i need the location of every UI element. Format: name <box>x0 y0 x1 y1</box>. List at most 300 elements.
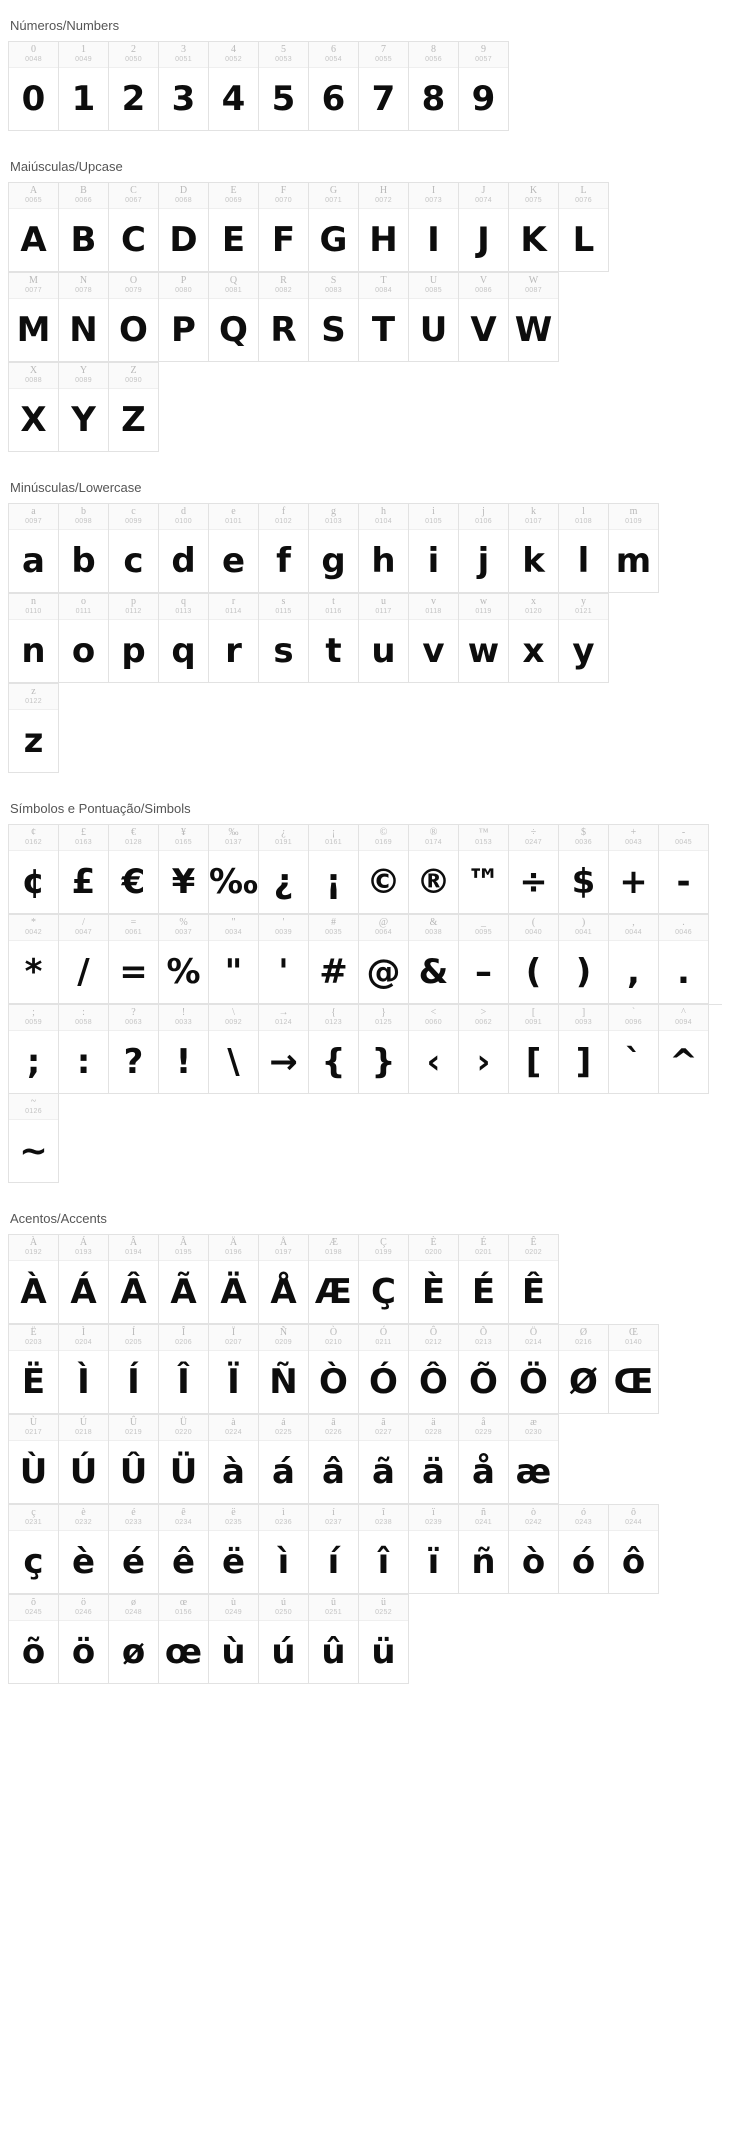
glyph-cell[interactable] <box>309 273 359 362</box>
glyph-cell[interactable] <box>309 1325 359 1414</box>
glyph-code-label: 0106 <box>475 518 492 525</box>
glyph-code-label: 0089 <box>75 377 92 384</box>
glyph-code-label: 0230 <box>525 1429 542 1436</box>
glyph-cell[interactable] <box>509 1415 559 1504</box>
glyph-character-label: ~ <box>30 1096 37 1107</box>
glyph-cell[interactable] <box>509 1005 559 1094</box>
glyph-cell[interactable] <box>9 363 59 452</box>
glyph-cell[interactable] <box>359 1415 409 1504</box>
glyph-preview: å <box>472 1452 495 1492</box>
glyph-cell[interactable] <box>109 42 159 131</box>
glyph-cell[interactable] <box>109 594 159 683</box>
glyph-cell-header <box>459 504 508 530</box>
glyph-preview: – <box>475 952 492 992</box>
glyph-character-label: \ <box>232 1007 235 1018</box>
glyph-character-label: 6 <box>331 44 336 55</box>
glyph-character-label: ] <box>581 1007 586 1018</box>
glyph-character-label: - <box>681 827 686 838</box>
glyph-cell[interactable] <box>509 1505 559 1594</box>
glyph-cell-header <box>309 1235 358 1261</box>
glyph-cell[interactable] <box>559 183 609 272</box>
glyph-cell[interactable] <box>259 1235 309 1324</box>
glyph-cell[interactable] <box>109 504 159 593</box>
glyph-cell[interactable] <box>59 504 109 593</box>
glyph-cell[interactable] <box>509 1325 559 1414</box>
glyph-cell[interactable] <box>409 1325 459 1414</box>
glyph-character-label: z <box>31 686 36 697</box>
glyph-cell-header <box>409 1415 458 1441</box>
glyph-cell[interactable] <box>509 594 559 683</box>
glyph-code-label: 0228 <box>425 1429 442 1436</box>
glyph-code-label: 0114 <box>225 608 242 615</box>
glyph-character-label: ¡ <box>331 827 336 838</box>
glyph-cell[interactable] <box>59 1005 109 1094</box>
glyph-cell[interactable] <box>309 1595 359 1684</box>
glyph-cell[interactable] <box>259 1005 309 1094</box>
glyph-cell[interactable] <box>409 1415 459 1504</box>
glyph-cell[interactable] <box>9 825 59 914</box>
glyph-preview: h <box>371 541 396 581</box>
glyph-cell[interactable] <box>409 183 459 272</box>
glyph-cell[interactable] <box>409 1235 459 1324</box>
glyph-code-label: 0229 <box>475 1429 492 1436</box>
section-title: Maiúsculas/Upcase <box>10 159 123 174</box>
glyph-preview: 6 <box>321 79 346 119</box>
glyph-cell[interactable] <box>309 825 359 914</box>
glyph-cell[interactable] <box>9 1094 59 1183</box>
glyph-preview: , <box>627 952 640 992</box>
section-spacer <box>8 773 722 783</box>
glyph-cell[interactable] <box>9 1595 59 1684</box>
glyph-cell[interactable] <box>659 915 709 1004</box>
glyph-cell[interactable] <box>259 915 309 1004</box>
glyph-cell[interactable] <box>609 504 659 593</box>
glyph-cell[interactable] <box>609 1005 659 1094</box>
glyph-character-label: K <box>529 185 538 196</box>
glyph-cell[interactable] <box>459 183 509 272</box>
glyph-cell-header <box>209 1005 258 1031</box>
glyph-character-label: œ <box>179 1597 188 1608</box>
glyph-cell[interactable] <box>9 504 59 593</box>
glyph-preview: # <box>319 952 348 992</box>
glyph-character-label: Ç <box>380 1237 387 1248</box>
glyph-cell-header <box>109 183 158 209</box>
glyph-preview: ‰ <box>209 862 258 902</box>
glyph-preview: ü <box>371 1632 396 1672</box>
glyph-cell[interactable] <box>109 1415 159 1504</box>
glyph-cell[interactable] <box>459 1325 509 1414</box>
glyph-cell[interactable] <box>59 825 109 914</box>
glyph-cell[interactable] <box>209 1505 259 1594</box>
glyph-cell[interactable] <box>559 1325 609 1414</box>
glyph-cell[interactable] <box>9 273 59 362</box>
glyph-cell[interactable] <box>9 594 59 683</box>
glyph-preview: ~ <box>19 1131 48 1171</box>
glyph-cell[interactable] <box>159 1005 209 1094</box>
glyph-cell[interactable] <box>359 1235 409 1324</box>
glyph-cell[interactable] <box>259 183 309 272</box>
glyph-code-label: 0153 <box>475 839 492 846</box>
glyph-cell[interactable] <box>309 504 359 593</box>
glyph-cell[interactable] <box>109 1325 159 1414</box>
glyph-cell[interactable] <box>609 915 659 1004</box>
glyph-row <box>8 683 59 773</box>
glyph-row <box>8 41 509 131</box>
glyph-cell-header <box>309 1415 358 1441</box>
glyph-cell-header <box>509 1235 558 1261</box>
glyph-character-label: ÷ <box>530 827 537 838</box>
glyph-cell[interactable] <box>459 504 509 593</box>
glyph-cell[interactable] <box>9 1505 59 1594</box>
glyph-code-label: 0090 <box>125 377 142 384</box>
glyph-character-label: t <box>332 596 335 607</box>
glyph-cell[interactable] <box>259 504 309 593</box>
glyph-cell[interactable] <box>409 825 459 914</box>
glyph-cell[interactable] <box>359 1505 409 1594</box>
glyph-code-label: 0199 <box>375 1249 392 1256</box>
glyph-cell[interactable] <box>409 915 459 1004</box>
glyph-cell[interactable] <box>159 1595 209 1684</box>
glyph-preview: ô <box>621 1542 646 1582</box>
glyph-cell[interactable] <box>109 273 159 362</box>
glyph-cell[interactable] <box>59 1415 109 1504</box>
glyph-character-label: È <box>430 1237 437 1248</box>
glyph-cell[interactable] <box>409 42 459 131</box>
glyph-cell-header <box>209 42 258 68</box>
glyph-preview: Æ <box>315 1272 352 1312</box>
glyph-code-label: 0243 <box>575 1519 592 1526</box>
glyph-cell[interactable] <box>109 1595 159 1684</box>
glyph-cell[interactable] <box>459 825 509 914</box>
glyph-cell-header <box>559 1325 608 1351</box>
glyph-cell[interactable] <box>209 594 259 683</box>
glyph-preview: Ã <box>170 1272 197 1312</box>
glyph-cell-header <box>209 1415 258 1441</box>
glyph-cell[interactable] <box>359 273 409 362</box>
glyph-cell[interactable] <box>459 1505 509 1594</box>
glyph-code-label: 0096 <box>625 1019 642 1026</box>
glyph-character-label: ç <box>31 1507 36 1518</box>
glyph-cell[interactable] <box>409 273 459 362</box>
glyph-cell-header <box>409 42 458 68</box>
glyph-cell-header <box>459 183 508 209</box>
glyph-cell[interactable] <box>209 183 259 272</box>
glyph-code-label: 0057 <box>475 56 492 63</box>
glyph-cell[interactable] <box>459 915 509 1004</box>
glyph-preview: o <box>71 631 96 671</box>
glyph-cell-header <box>259 1005 308 1031</box>
glyph-cell[interactable] <box>259 825 309 914</box>
glyph-character-label: Ì <box>81 1327 86 1338</box>
glyph-preview: : <box>76 1042 91 1082</box>
glyph-cell-header <box>359 1325 408 1351</box>
glyph-cell[interactable] <box>509 825 559 914</box>
glyph-cell[interactable] <box>309 1415 359 1504</box>
glyph-cell[interactable] <box>309 1005 359 1094</box>
glyph-code-label: 0202 <box>525 1249 542 1256</box>
glyph-cell[interactable] <box>359 42 409 131</box>
glyph-code-label: 0068 <box>175 197 192 204</box>
glyph-cell-header <box>259 1235 308 1261</box>
glyph-cell[interactable] <box>509 504 559 593</box>
glyph-code-label: 0083 <box>325 287 342 294</box>
glyph-preview: Ç <box>371 1272 396 1312</box>
glyph-preview: H <box>369 220 398 260</box>
glyph-cell-header <box>209 1235 258 1261</box>
glyph-cell[interactable] <box>559 825 609 914</box>
glyph-code-label: 0163 <box>75 839 92 846</box>
glyph-cell[interactable] <box>159 1505 209 1594</box>
glyph-cell[interactable] <box>9 1235 59 1324</box>
glyph-cell[interactable] <box>159 1235 209 1324</box>
glyph-cell[interactable] <box>9 183 59 272</box>
glyph-code-label: 0044 <box>625 929 642 936</box>
glyph-cell-header <box>359 1005 408 1031</box>
glyph-cell[interactable] <box>409 1005 459 1094</box>
glyph-cell[interactable] <box>209 1235 259 1324</box>
glyph-cell[interactable] <box>59 594 109 683</box>
glyph-cell-header <box>559 183 608 209</box>
glyph-cell[interactable] <box>359 504 409 593</box>
glyph-cell[interactable] <box>159 273 209 362</box>
glyph-cell[interactable] <box>59 363 109 452</box>
glyph-cell[interactable] <box>359 594 409 683</box>
glyph-cell[interactable] <box>259 42 309 131</box>
glyph-cell[interactable] <box>59 1325 109 1414</box>
glyph-character-label: û <box>331 1597 336 1608</box>
glyph-cell[interactable] <box>259 1415 309 1504</box>
glyph-cell[interactable] <box>59 183 109 272</box>
glyph-cell-header <box>309 273 358 299</box>
glyph-cell[interactable] <box>559 504 609 593</box>
glyph-row <box>8 182 609 272</box>
glyph-cell[interactable] <box>359 1325 409 1414</box>
glyph-cell[interactable] <box>209 1415 259 1504</box>
glyph-character-label: ø <box>131 1597 136 1608</box>
glyph-character-label: â <box>331 1417 336 1428</box>
glyph-cell[interactable] <box>9 42 59 131</box>
glyph-code-label: 0063 <box>125 1019 142 1026</box>
glyph-code-label: 0198 <box>325 1249 342 1256</box>
glyph-character-label: 2 <box>131 44 136 55</box>
glyph-cell[interactable] <box>9 1325 59 1414</box>
glyph-cell[interactable] <box>509 1235 559 1324</box>
glyph-character-label: > <box>480 1007 487 1018</box>
glyph-cell[interactable] <box>159 1415 209 1504</box>
glyph-cell[interactable] <box>309 1235 359 1324</box>
glyph-cell[interactable] <box>409 504 459 593</box>
glyph-cell[interactable] <box>209 1005 259 1094</box>
glyph-cell-header <box>459 1235 508 1261</box>
glyph-preview: Ø <box>569 1362 598 1402</box>
glyph-character-label: S <box>330 275 337 286</box>
glyph-cell[interactable] <box>309 42 359 131</box>
glyph-preview: @ <box>366 952 401 992</box>
section-title: Minúsculas/Lowercase <box>10 480 142 495</box>
glyph-cell[interactable] <box>309 915 359 1004</box>
glyph-cell-header <box>409 1005 458 1031</box>
glyph-cell[interactable] <box>59 1235 109 1324</box>
glyph-cell[interactable] <box>409 1505 459 1594</box>
glyph-cell-header <box>509 825 558 851</box>
glyph-preview: . <box>677 952 690 992</box>
glyph-character-label: Ë <box>30 1327 37 1338</box>
glyph-cell[interactable] <box>559 1005 609 1094</box>
glyph-cell[interactable] <box>259 1595 309 1684</box>
glyph-cell[interactable] <box>459 273 509 362</box>
glyph-cell-header <box>109 504 158 530</box>
glyph-cell[interactable] <box>59 1595 109 1684</box>
glyph-cell[interactable] <box>459 42 509 131</box>
glyph-character-label: , <box>632 917 635 928</box>
glyph-code-label: 0037 <box>175 929 192 936</box>
glyph-cell[interactable] <box>9 1005 59 1094</box>
glyph-cell[interactable] <box>209 273 259 362</box>
glyph-cell[interactable] <box>359 1005 409 1094</box>
glyph-preview: ‹ <box>426 1042 441 1082</box>
glyph-cell[interactable] <box>359 1595 409 1684</box>
glyph-character-label: } <box>381 1007 386 1018</box>
glyph-cell[interactable] <box>609 1505 659 1594</box>
glyph-cell[interactable] <box>559 1505 609 1594</box>
glyph-cell[interactable] <box>9 915 59 1004</box>
glyph-cell[interactable] <box>159 183 209 272</box>
glyph-preview: â <box>322 1452 345 1492</box>
glyph-cell[interactable] <box>59 1505 109 1594</box>
glyph-cell[interactable] <box>159 915 209 1004</box>
glyph-cell[interactable] <box>109 1505 159 1594</box>
glyph-character-label: a <box>31 506 36 517</box>
glyph-cell-header <box>159 1505 208 1531</box>
glyph-cell[interactable] <box>309 594 359 683</box>
glyph-code-label: 0078 <box>75 287 92 294</box>
glyph-cell-header <box>159 1415 208 1441</box>
glyph-cell[interactable] <box>9 1415 59 1504</box>
glyph-cell-header <box>159 504 208 530</box>
glyph-character-label: p <box>131 596 136 607</box>
glyph-cell[interactable] <box>159 504 209 593</box>
glyph-character-label: H <box>379 185 388 196</box>
glyph-cell[interactable] <box>609 825 659 914</box>
glyph-cell-header <box>459 915 508 941</box>
glyph-preview: ( <box>525 952 542 992</box>
glyph-cell[interactable] <box>609 1325 659 1414</box>
glyph-code-label: 0079 <box>125 287 142 294</box>
glyph-cell[interactable] <box>159 42 209 131</box>
glyph-cell[interactable] <box>159 825 209 914</box>
glyph-cell[interactable] <box>259 1505 309 1594</box>
glyph-cell[interactable] <box>509 915 559 1004</box>
glyph-cell[interactable] <box>559 594 609 683</box>
glyph-cell[interactable] <box>259 594 309 683</box>
glyph-cell[interactable] <box>59 42 109 131</box>
glyph-preview: S <box>321 310 346 350</box>
glyph-preview: D <box>169 220 198 260</box>
glyph-cell[interactable] <box>109 183 159 272</box>
glyph-code-label: 0042 <box>25 929 42 936</box>
glyph-character-label: ö <box>81 1597 86 1608</box>
glyph-code-label: 0227 <box>375 1429 392 1436</box>
glyph-code-label: 0217 <box>25 1429 42 1436</box>
glyph-preview: ì <box>277 1542 290 1582</box>
glyph-cell[interactable] <box>459 594 509 683</box>
glyph-code-label: 0234 <box>175 1519 192 1526</box>
glyph-cell[interactable] <box>159 594 209 683</box>
glyph-preview: U <box>419 310 448 350</box>
glyph-cell[interactable] <box>209 504 259 593</box>
glyph-cell[interactable] <box>459 1415 509 1504</box>
glyph-cell[interactable] <box>159 1325 209 1414</box>
glyph-character-label: → <box>278 1007 289 1018</box>
glyph-cell[interactable] <box>309 1505 359 1594</box>
glyph-cell[interactable] <box>109 1005 159 1094</box>
glyph-code-label: 0088 <box>25 377 42 384</box>
glyph-code-label: 0055 <box>375 56 392 63</box>
glyph-cell[interactable] <box>59 915 109 1004</box>
glyph-cell[interactable] <box>109 825 159 914</box>
glyph-cell[interactable] <box>9 684 59 773</box>
glyph-cell[interactable] <box>209 42 259 131</box>
glyph-preview: ç <box>23 1542 44 1582</box>
glyph-cell[interactable] <box>259 1325 309 1414</box>
glyph-cell-header <box>359 273 408 299</box>
section-title: Números/Numbers <box>10 18 120 33</box>
glyph-preview: î <box>377 1542 390 1582</box>
glyph-cell[interactable] <box>359 825 409 914</box>
glyph-cell[interactable] <box>359 915 409 1004</box>
glyph-cell[interactable] <box>309 183 359 272</box>
glyph-cell[interactable] <box>359 183 409 272</box>
glyph-cell[interactable] <box>209 1325 259 1414</box>
glyph-cell[interactable] <box>409 594 459 683</box>
glyph-cell-header <box>609 504 658 530</box>
glyph-code-label: 0233 <box>125 1519 142 1526</box>
glyph-code-label: 0086 <box>475 287 492 294</box>
glyph-cell[interactable] <box>459 1235 509 1324</box>
glyph-cell-header <box>559 825 608 851</box>
glyph-cell[interactable] <box>659 1005 709 1094</box>
glyph-cell[interactable] <box>559 915 609 1004</box>
glyph-cell[interactable] <box>109 915 159 1004</box>
glyph-preview: p <box>121 631 146 671</box>
glyph-preview: Ì <box>77 1362 90 1402</box>
glyph-cell[interactable] <box>509 273 559 362</box>
glyph-code-label: 0120 <box>525 608 542 615</box>
glyph-character-label: Á <box>79 1237 88 1248</box>
glyph-preview: f <box>276 541 291 581</box>
glyph-cell[interactable] <box>659 825 709 914</box>
glyph-cell[interactable] <box>59 273 109 362</box>
glyph-character-label: ' <box>282 917 285 928</box>
glyph-character-label: # <box>331 917 336 928</box>
glyph-cell[interactable] <box>209 915 259 1004</box>
glyph-cell[interactable] <box>259 273 309 362</box>
glyph-cell-header <box>59 42 108 68</box>
section-spacer <box>8 1684 722 1694</box>
glyph-cell[interactable] <box>459 1005 509 1094</box>
glyph-cell[interactable] <box>209 825 259 914</box>
glyph-code-label: 0195 <box>175 1249 192 1256</box>
glyph-cell[interactable] <box>109 363 159 452</box>
glyph-preview: Á <box>70 1272 97 1312</box>
glyph-code-label: 0246 <box>75 1609 92 1616</box>
glyph-cell[interactable] <box>209 1595 259 1684</box>
glyph-cell[interactable] <box>109 1235 159 1324</box>
glyph-preview: + <box>619 862 648 902</box>
glyph-preview: = <box>119 952 148 992</box>
glyph-cell-header <box>9 1415 58 1441</box>
glyph-cell[interactable] <box>509 183 559 272</box>
